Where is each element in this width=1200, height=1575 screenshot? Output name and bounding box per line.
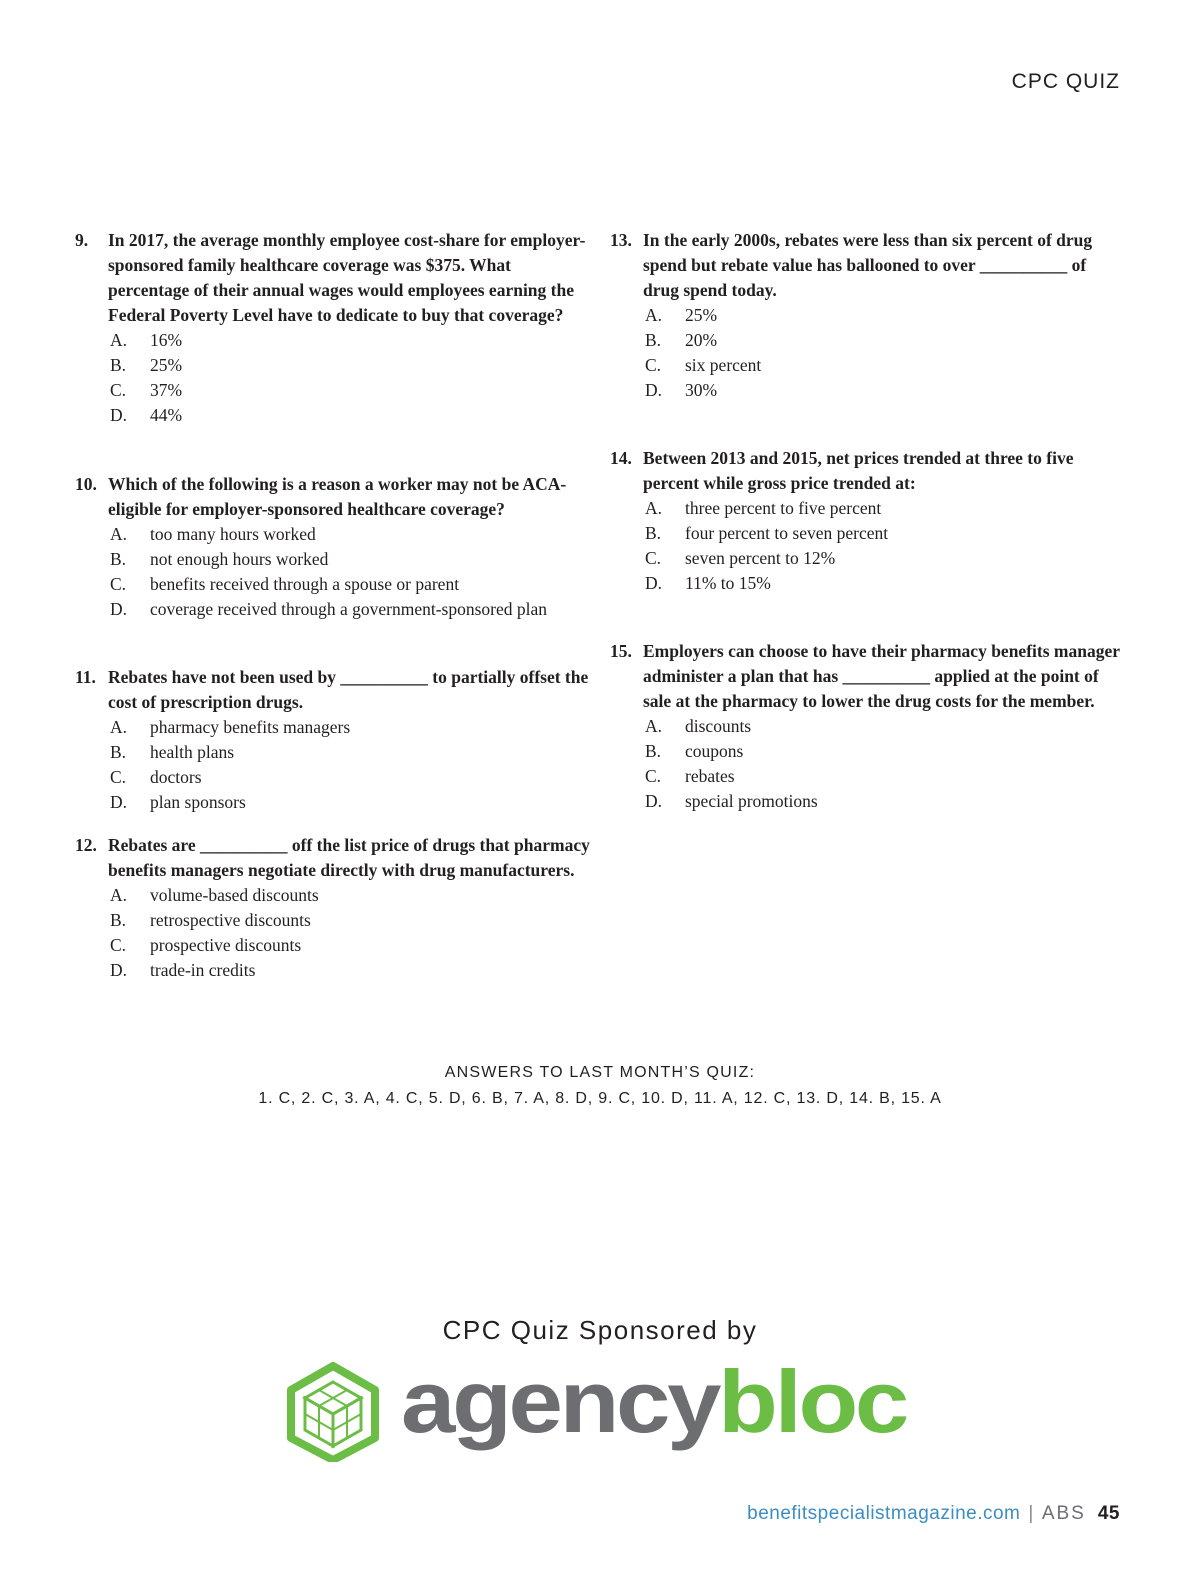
question-text: Rebates are __________ off the list price of drugs that pharmacy benefits managers negotiate directly with drug manufacturers. xyxy=(108,835,590,880)
footer-separator: | xyxy=(1028,1503,1034,1524)
option: D. 30% xyxy=(645,380,718,400)
option: A. 25% xyxy=(645,305,718,325)
question-text: Which of the following is a reason a worker may not be ACA-eligible for employer-sponsored healthcare coverage? xyxy=(108,474,567,519)
option: B. 25% xyxy=(110,355,183,375)
question-number: 9. xyxy=(75,230,89,250)
agencybloc-logo xyxy=(283,1362,923,1462)
question-number: 10. xyxy=(75,474,97,494)
question-number: 13. xyxy=(610,230,632,250)
question-number: 12. xyxy=(75,835,97,855)
option: C. prospective discounts xyxy=(110,935,302,955)
question-14 xyxy=(610,446,1120,596)
section-header: CPC QUIZ xyxy=(1011,70,1120,93)
option: D. plan sponsors xyxy=(110,792,246,812)
answer-options xyxy=(610,714,1120,814)
question-15 xyxy=(610,639,1120,814)
question-10 xyxy=(75,472,595,622)
answers-list: 1. C, 2. C, 3. A, 4. C, 5. D, 6. B, 7. A, 8. D, 9. C, 10. D, 11. A, 12. C, 13. D, 14. B, 15. A xyxy=(258,1090,942,1107)
question-text: In the early 2000s, rebates were less than six percent of drug spend but rebate value has ballooned to over __________ of drug spend today. xyxy=(643,230,1093,300)
option: C. doctors xyxy=(110,767,202,787)
question-11 xyxy=(75,665,595,815)
option: C. 37% xyxy=(110,380,183,400)
question-text: Between 2013 and 2015, net prices trended at three to five percent while gross price trended at: xyxy=(643,448,1074,493)
svg-text:agencybloc xyxy=(401,1362,907,1451)
logo-word-agency: agency xyxy=(401,1362,687,1451)
option: A. three percent to five percent xyxy=(645,498,882,518)
option: A. volume-based discounts xyxy=(110,885,319,905)
option: A. pharmacy benefits managers xyxy=(110,717,351,737)
page-footer xyxy=(747,1503,1120,1525)
answers-title: ANSWERS TO LAST MONTH’S QUIZ: xyxy=(444,1064,756,1081)
question-12 xyxy=(75,833,595,983)
answer-options xyxy=(75,522,595,622)
option: B. coupons xyxy=(645,741,744,761)
answer-options xyxy=(75,328,595,428)
option: C. seven percent to 12% xyxy=(645,548,836,568)
option: B. health plans xyxy=(110,742,235,762)
answer-options xyxy=(75,883,595,983)
option: C. benefits received through a spouse or parent xyxy=(110,574,460,594)
option: D. special promotions xyxy=(645,791,818,811)
question-9 xyxy=(75,228,595,428)
cube-hexagon-icon xyxy=(291,1366,375,1460)
option: B. not enough hours worked xyxy=(110,549,329,569)
option: D. 44% xyxy=(110,405,183,425)
answer-options xyxy=(610,496,1120,596)
left-column xyxy=(75,228,595,983)
question-text: In 2017, the average monthly employee cost-share for employer-sponsored family healthcare coverage was $375. What percentage of their annual wages would employees earning the Federal Poverty Level have to dedicate to buy that coverage? xyxy=(108,230,586,325)
page-number: 45 xyxy=(1097,1503,1120,1524)
question-13 xyxy=(610,228,1120,403)
answer-options xyxy=(75,715,595,815)
option: B. 20% xyxy=(645,330,718,350)
option: A. too many hours worked xyxy=(110,524,316,544)
sponsor-label: CPC Quiz Sponsored by xyxy=(442,1315,758,1345)
right-column xyxy=(610,228,1120,814)
question-text: Employers can choose to have their pharmacy benefits manager administer a plan that has __________ applied at the point of sale at the pharmacy to lower the drug costs for the member. xyxy=(643,641,1120,711)
answer-options xyxy=(610,303,1120,403)
option: A. discounts xyxy=(645,716,752,736)
option: D. trade-in credits xyxy=(110,960,256,980)
question-number: 15. xyxy=(610,641,632,661)
option: C. rebates xyxy=(645,766,735,786)
option: D. coverage received through a government-sponsored plan xyxy=(110,599,547,619)
option: C. six percent xyxy=(645,355,762,375)
last-month-answers xyxy=(0,1060,1200,1112)
question-number: 14. xyxy=(610,448,632,468)
option: B. retrospective discounts xyxy=(110,910,311,930)
question-number: 11. xyxy=(75,667,96,687)
option: B. four percent to seven percent xyxy=(645,523,889,543)
option: A. 16% xyxy=(110,330,183,350)
footer-publication: ABS xyxy=(1041,1503,1086,1524)
option: D. 11% to 15% xyxy=(645,573,771,593)
logo-word-bloc: bloc xyxy=(718,1362,888,1451)
question-text: Rebates have not been used by __________ to partially offset the cost of prescription drugs. xyxy=(108,667,589,712)
footer-website[interactable]: benefitspecialistmagazine.com xyxy=(747,1503,1021,1524)
